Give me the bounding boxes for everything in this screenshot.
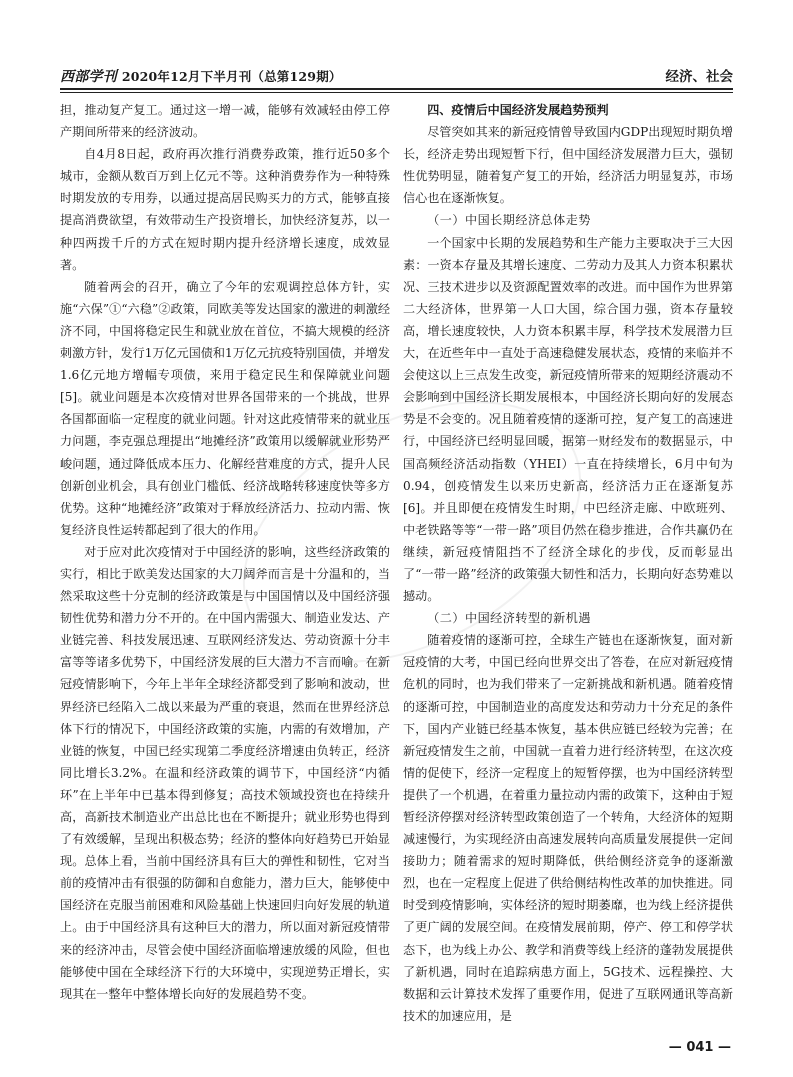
header-rule-thick — [60, 88, 733, 90]
section-name: 经济、社会 — [665, 69, 733, 85]
page-header — [60, 62, 733, 86]
subsection-heading: （二）中国经济转型的新机遇 — [427, 611, 591, 626]
paragraph: 随着疫情的逐渐可控，全球生产链也在逐渐恢复，面对新冠疫情的大考，中国已经向世界交出了答卷，在应对新冠疫情危机的同时，也为我们带来了一定新挑战和新机遇。随着疫情的逐渐可控，中国制造业的高度发达和劳动力十分充足的条件下，国内产业链已经基本恢复，基本供应链已经较为完善；在新冠疫情发生之前，中国就一直着力进行经济转型，在这次疫情的促使下，经济一定程度上的短暂停摆，也为中国经济转型提供了一个机遇，在着重力量拉动内需的政策下，这种由于短暂经济停摆对经济转型政策创造了一个转角，大经济体的短期减速慢行，为实现经济由高速发展转向高质量发展提供一定间接助力；随着需求的短时期降低，供给侧经济竞争的逐渐激烈，也在一定程度上促进了供给侧结构性改革的加快推进。同时受到疫情影响，实体经济的短时期萎靡，也为线上经济提供了更广阔的发展空间。在疫情发展前期，停产、停工和停学状态下，也为线上办公、教学和消费等线上经济的蓬勃发展提供了新机遇，同时在追踪病患方面上，5G技术、远程操控、大数据和云计算技术发挥了重要作用，促进了互联网通讯等高新技术的加速应用，是 — [403, 633, 733, 1023]
page-number: — 041 — — [668, 1040, 731, 1055]
subsection-heading: （一）中国长期经济总体走势 — [427, 213, 591, 228]
paragraph: 自4月8日起，政府再次推行消费券政策，推行近50多个城市，金额从数百万到上亿元不等。这种消费券作为一种特殊时期发放的专用券，以通过提高居民购买力的方式，能够直接提高消费欲望，有效带动生产投资增长，加快经济复苏，以一种四两拨千斤的方式在短时期内提升经济增长速度，成效显著。 — [60, 147, 390, 272]
paragraph: 尽管突如其来的新冠疫情曾导致国内GDP出现短时期负增长，经济走势出现短暂下行，但中国经济发展潜力巨大，强韧性优势明显，随着复产复工的开始，经济活力明显复苏，市场信心也在逐渐恢复。 — [403, 125, 733, 206]
paragraph: 一个国家中长期的发展趋势和生产能力主要取决于三大因素：一资本存量及其增长速度、二劳动力及其人力资本积累状况、三技术进步以及资源配置效率的改进。而中国作为世界第二大经济体，世界第一人口大国，综合国力强，资本存量较高，增长速度较快，人力资本积累丰厚，科学技术发展潜力巨大，在近些年中一直处于高速稳健发展状态，疫情的来临并不会使这以上三点发生改变，新冠疫情所带来的短期经济震动不会影响到中国经济长期发展根本，中国经济长期向好的发展态势是不会变的。况且随着疫情的逐渐可控，复产复工的高速进行，中国经济已经明显回暖，据第一财经发布的数据显示，中国高频经济活动指数（YHEI）一直在持续增长，6月中旬为0.94，创疫情发生以来历史新高，经济活力正在逐渐复苏[6]。并且即便在疫情发生时期，中巴经济走廊、中欧班列、中老铁路等等“一带一路”项目仍然在稳步推进，合作共赢仍在继续，新冠疫情阻挡不了经济全球化的步伐，反而彰显出了“一带一路”经济的政策强大韧性和活力，长期向好态势难以撼动。 — [403, 235, 733, 604]
paragraph: 对于应对此次疫情对于中国经济的影响，这些经济政策的实行，相比于欧美发达国家的大刀阔斧而言是十分温和的，当然采取这些十分克制的经济政策是与中国国情以及中国经济强韧性优势和潜力分不开的。在中国内需强大、制造业发达、产业链完善、科技发展迅速、互联网经济发达、劳动资源十分丰富等等诸多优势下，中国经济发展的巨大潜力不言而喻。在新冠疫情影响下，今年上半年全球经济都受到了影响和波动，世界经济已经陷入二战以来最为严重的衰退，然而在世界经济总体下行的情况下，中国经济政策的实施，内需的有效增加，产业链的恢复，中国已经实现第二季度经济增速由负转正，经济同比增长3.2%。在温和经济政策的调节下，中国经济“内循环”在上半年中已基本得到修复；高技术领域投资也在持续升高，高新技术制造业产出总比也在不断提升；就业形势也得到了有效缓解，呈现出积极态势；经济的整体向好趋势已开始显现。总体上看，当前中国经济具有巨大的弹性和韧性，它对当前的疫情冲击有很强的防御和自愈能力，潜力巨大，能够使中国经济在克服当前困难和风险基础上快速回归向好发展的轨道上。由于中国经济具有这种巨大的潜力，所以面对新冠疫情带来的经济冲击，尽管会使中国经济面临增速放缓的风险，但也能够使中国在全球经济下行的大环境中，实现逆势正增长，实现其在一整年中整体增长向好的发展趋势不变。 — [60, 544, 390, 1001]
paragraph: 担，推动复产复工。通过这一增一减，能够有效减轻由停工停产期间所带来的经济波动。 — [60, 103, 390, 140]
left-column — [60, 99, 390, 1005]
header-left — [60, 66, 342, 86]
header-rule-thin — [60, 92, 733, 93]
journal-name: 西部学刊 — [60, 69, 117, 85]
paragraph: 随着两会的召开，确立了今年的宏观调控总体方针，实施“六保”①“六稳”②政策，同欧美等发达国家的激进的刺激经济不同，中国将稳定民生和就业放在首位，不搞大规模的经济刺激方针，发行1万亿元国债和1万亿元抗疫特别国债，并增发1.6亿元地方增幅专项债，来用于稳定民生和保障就业问题[5]。就业问题是本次疫情对世界各国带来的一个挑战，世界各国都面临一定程度的就业问题。针对这此疫情带来的就业压力问题，李克强总理提出“地摊经济”政策用以缓解就业形势严峻问题，通过降低成本压力、化解经营难度的方式，提升人民创新创业机会，具有创业门槛低、经济战略转移速度快等多方优势。这种“地摊经济”政策对于释放经济活力、拉动内需、恢复经济良性运转都起到了很大的作用。 — [60, 279, 390, 537]
section-heading: 四、疫情后中国经济发展趋势预判 — [427, 103, 609, 117]
right-column — [403, 99, 733, 1027]
issue-info: 2020年12月下半月刊（总第129期） — [121, 69, 342, 84]
